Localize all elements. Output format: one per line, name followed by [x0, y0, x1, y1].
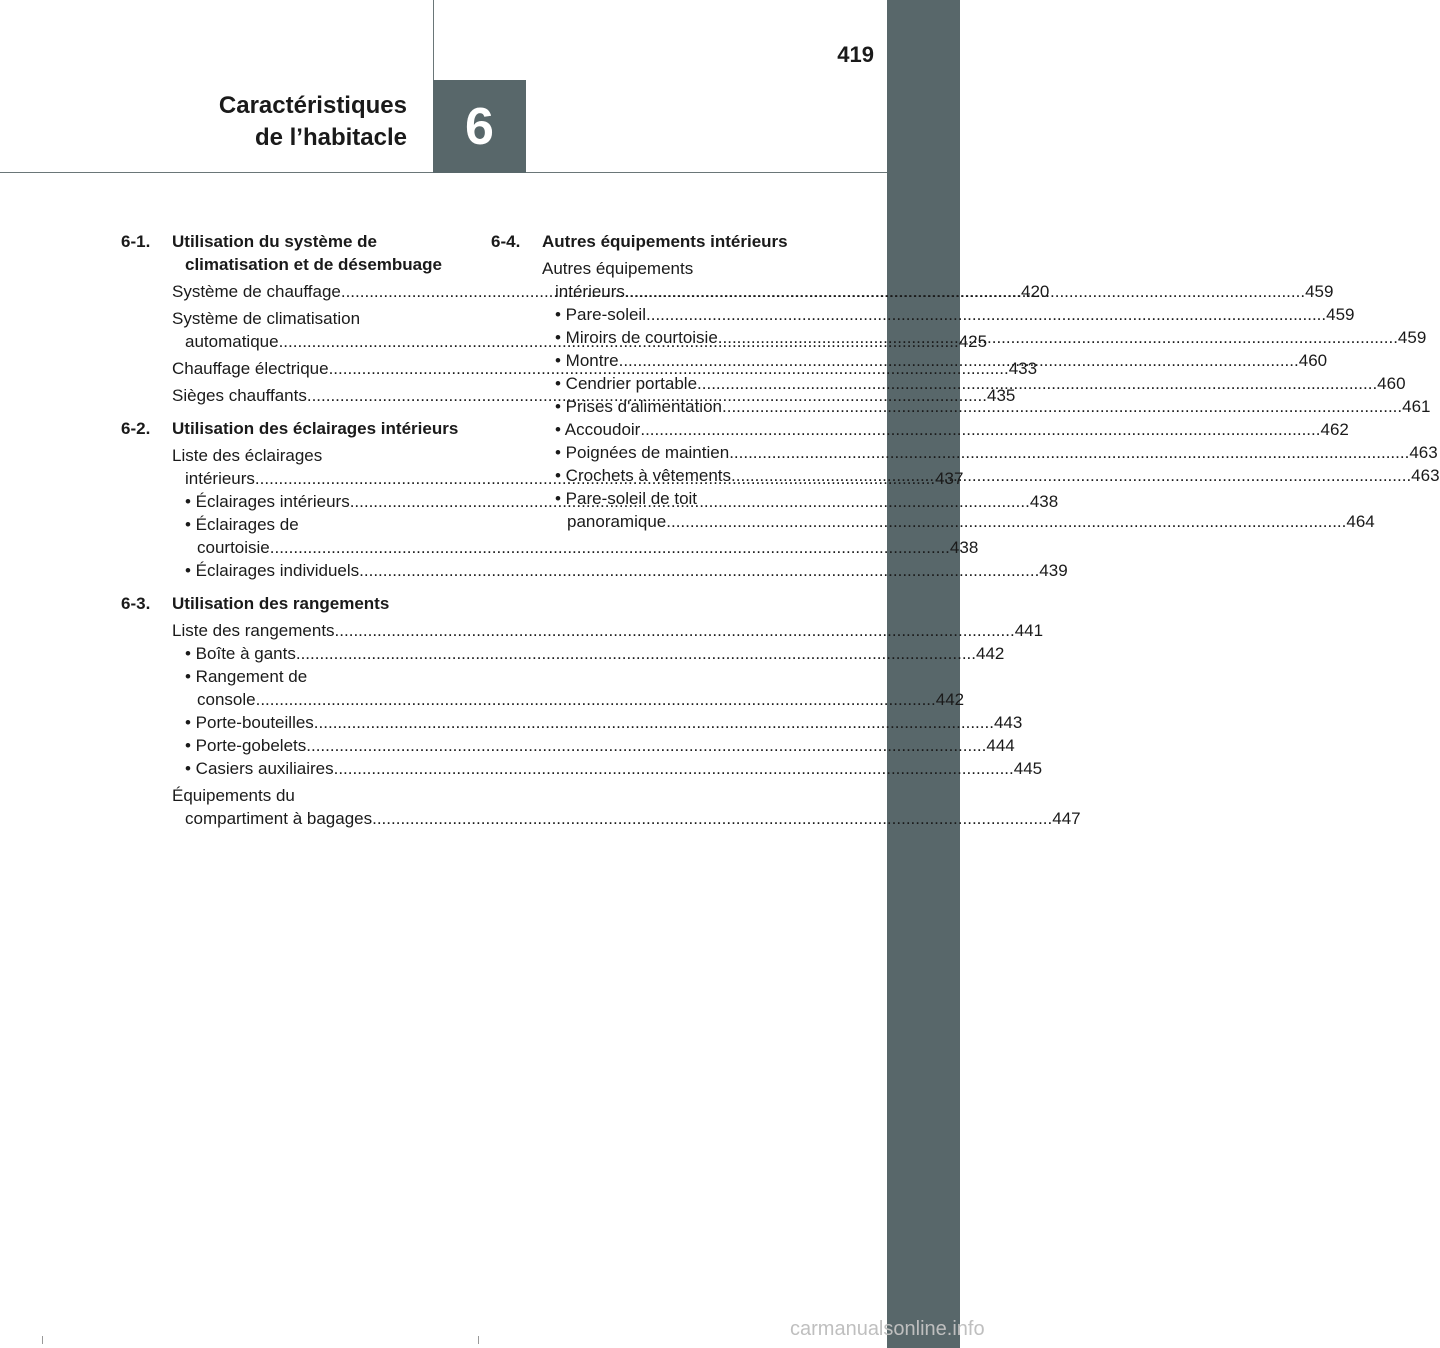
toc-entry[interactable]: Équipements du compartiment à bagages ..... 447: [172, 784, 459, 830]
toc-sub-entry[interactable]: • Crochets à vêtements ..... 463: [542, 464, 829, 487]
section-number: 6-1.: [121, 232, 151, 251]
section-heading: [491, 230, 829, 253]
toc-sub-entry[interactable]: • Casiers auxiliaires ..... 445: [172, 757, 459, 780]
toc-sub-entry[interactable]: • Miroirs de courtoisie ..... 459: [542, 326, 829, 349]
section-number: 6-4.: [491, 232, 521, 251]
toc-entry[interactable]: Liste des rangements ..... 441: [172, 619, 459, 642]
chapter-title-line2: de l’habitacle: [254, 124, 407, 151]
section-number: 6-2.: [121, 419, 151, 438]
toc-sub-entry[interactable]: • Pare-soleil de toit panoramique ..... 464: [542, 487, 829, 533]
section-title: Autres équipements intérieurs: [542, 232, 788, 251]
page-number: 419: [837, 42, 874, 67]
toc-entry[interactable]: Chauffage électrique ..... 433: [172, 357, 459, 380]
chapter-number-tab: 6: [433, 80, 526, 173]
toc-sub-entry[interactable]: • Poignées de maintien ..... 463: [542, 441, 829, 464]
toc-sub-entry[interactable]: • Éclairages intérieurs ..... 438: [172, 490, 459, 513]
toc-sub-entry[interactable]: • Rangement de console ..... 442: [172, 665, 459, 711]
toc-sub-entry[interactable]: • Accoudoir ..... 462: [542, 418, 829, 441]
toc-entry[interactable]: Système de chauffage ..... 420: [172, 280, 459, 303]
toc-sub-entry[interactable]: • Éclairages de courtoisie ..... 438: [172, 513, 459, 559]
header-divider-vertical: [433, 0, 434, 80]
toc-entry[interactable]: Système de climatisation automatique ..... 425: [172, 307, 459, 353]
toc-sub-entry[interactable]: • Cendrier portable ..... 460: [542, 372, 829, 395]
toc-entry[interactable]: Autres équipements intérieurs ..... 459: [542, 257, 829, 303]
toc-sub-entry[interactable]: • Boîte à gants ..... 442: [172, 642, 459, 665]
section-title: Utilisation des rangements: [172, 594, 390, 613]
section-title: Utilisation des éclairages intérieurs: [172, 419, 459, 438]
crop-mark: [478, 1336, 487, 1344]
section-heading: [121, 592, 459, 615]
chapter-title: [219, 90, 407, 154]
section-number: 6-3.: [121, 594, 151, 613]
toc-sub-entry[interactable]: • Porte-bouteilles ..... 443: [172, 711, 459, 734]
toc-entry[interactable]: Sièges chauffants ..... 435: [172, 384, 459, 407]
toc-section-6-3: [121, 592, 1081, 830]
section-heading: [121, 417, 459, 440]
toc-sub-entry[interactable]: • Porte-gobelets ..... 444: [172, 734, 459, 757]
toc-entry[interactable]: Liste des éclairages intérieurs ..... 437: [172, 444, 459, 490]
toc-sub-entry[interactable]: • Pare-soleil ..... 459: [542, 303, 829, 326]
section-heading: [121, 230, 459, 276]
toc-sub-entry[interactable]: • Prises d'alimentation ..... 461: [542, 395, 829, 418]
chapter-title-line1: Caractéristiques: [218, 92, 407, 119]
chapter-side-bar: [887, 0, 960, 1348]
section-title: Utilisation du système de climatisation et de désembuage: [172, 232, 442, 274]
toc-sub-entry[interactable]: • Éclairages individuels ..... 439: [172, 559, 459, 582]
crop-mark: [42, 1336, 51, 1344]
toc-sub-entry[interactable]: • Montre ..... 460: [542, 349, 829, 372]
watermark: carmanualsonline.info: [790, 1318, 985, 1340]
